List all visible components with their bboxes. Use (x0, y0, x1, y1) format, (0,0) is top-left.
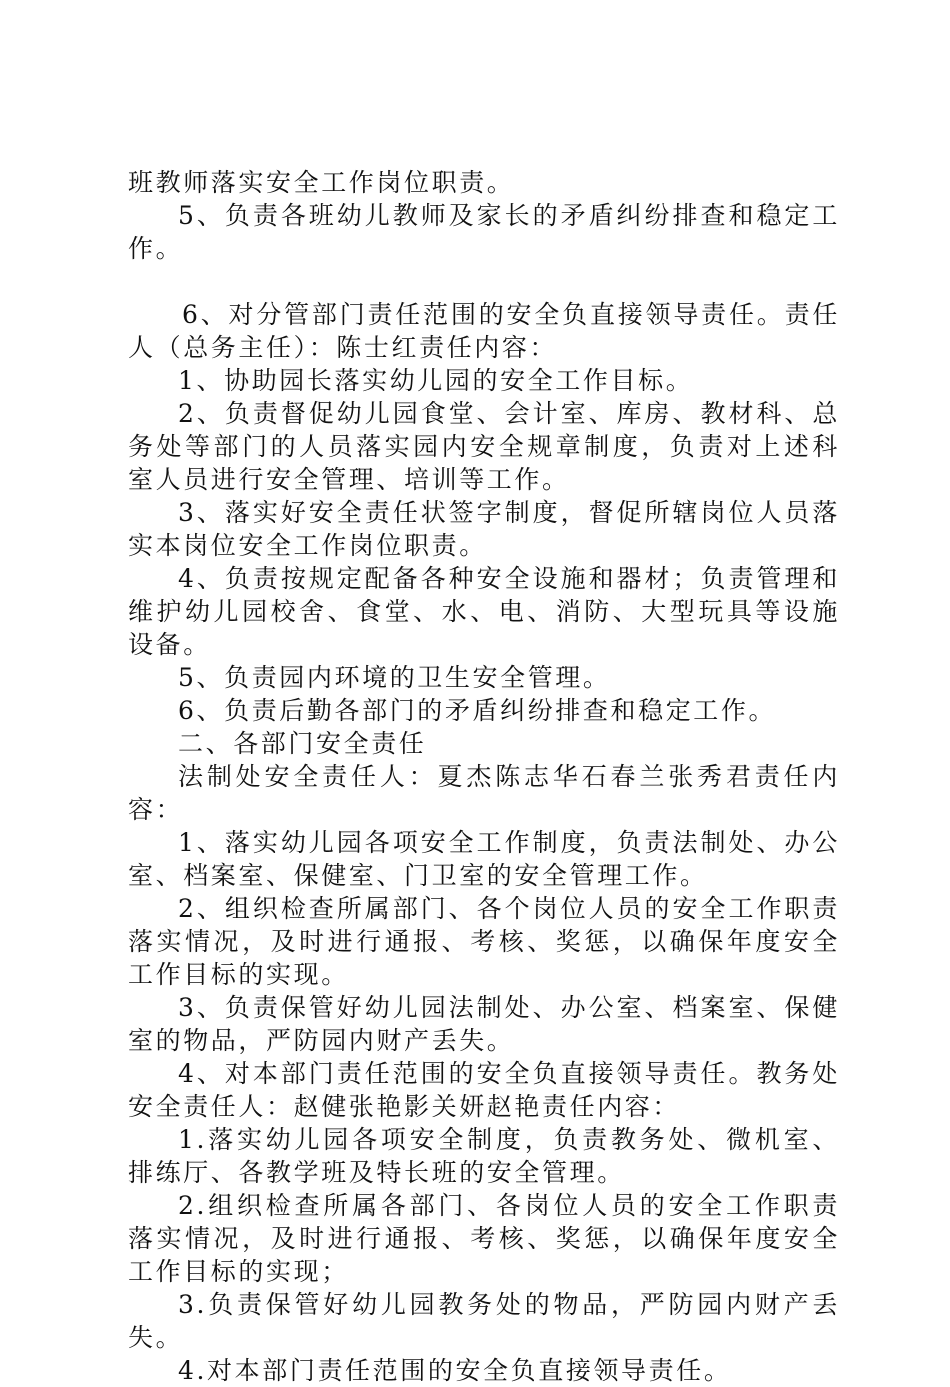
paragraph-item-5-conflict: 5、负责各班幼儿教师及家长的矛盾纠纷排查和稳定工作。 (128, 201, 840, 263)
paragraph-general-affairs-5: 5、负责园内环境的卫生安全管理。 (178, 663, 611, 692)
paragraph-item-6-responsibility: 6、对分管部门责任范围的安全负直接领导责任。责任人（总务主任）：陈士红责任内容： (128, 300, 840, 362)
paragraph-general-affairs-3: 3、落实好安全责任状签字制度，督促所辖岗位人员落实本岗位安全工作岗位职责。 (128, 498, 840, 560)
paragraph-general-affairs-6: 6、负责后勤各部门的矛盾纠纷排查和稳定工作。 (178, 696, 777, 725)
paragraph-legal-office-2: 2、组织检查所属部门、各个岗位人员的安全工作职责落实情况，及时进行通报、考核、奖惩，以确保年度安全工作目标的实现。 (128, 894, 840, 989)
paragraph-teaching-office-4: 4.对本部门责任范围的安全负直接领导责任。 (178, 1356, 732, 1385)
paragraph-general-affairs-2: 2、负责督促幼儿园食堂、会计室、库房、教材科、总务处等部门的人员落实园内安全规章制度，负责对上述科室人员进行安全管理、培训等工作。 (128, 399, 840, 494)
paragraph-general-affairs-1: 1、协助园长落实幼儿园的安全工作目标。 (178, 366, 694, 395)
paragraph-teaching-office-3: 3.负责保管好幼儿园教务处的物品，严防园内财产丢失。 (128, 1290, 840, 1352)
paragraph-general-affairs-4: 4、负责按规定配备各种安全设施和器材；负责管理和维护幼儿园校舍、食堂、水、电、消防、大型玩具等设施设备。 (128, 564, 840, 659)
paragraph-legal-office-1: 1、落实幼儿园各项安全工作制度，负责法制处、办公室、档案室、保健室、门卫室的安全管理工作。 (128, 828, 840, 890)
paragraph-continuation: 班教师落实安全工作岗位职责。 (128, 168, 515, 197)
document-body (128, 166, 840, 1387)
paragraph-legal-office-3: 3、负责保管好幼儿园法制处、办公室、档案室、保健室的物品，严防园内财产丢失。 (128, 993, 840, 1055)
paragraph-legal-office-heading: 法制处安全责任人：夏杰陈志华石春兰张秀君责任内容： (128, 762, 840, 824)
paragraph-teaching-office-2: 2.组织检查所属各部门、各岗位人员的安全工作职责落实情况，及时进行通报、考核、奖惩，以确保年度安全工作目标的实现； (128, 1191, 840, 1286)
paragraph-teaching-office-1: 1.落实幼儿园各项安全制度，负责教务处、微机室、排练厅、各教学班及特长班的安全管理。 (128, 1125, 840, 1187)
paragraph-legal-office-4: 4、对本部门责任范围的安全负直接领导责任。教务处安全责任人：赵健张艳影关妍赵艳责任内容： (128, 1059, 840, 1121)
section-heading-departments: 二、各部门安全责任 (178, 729, 427, 758)
